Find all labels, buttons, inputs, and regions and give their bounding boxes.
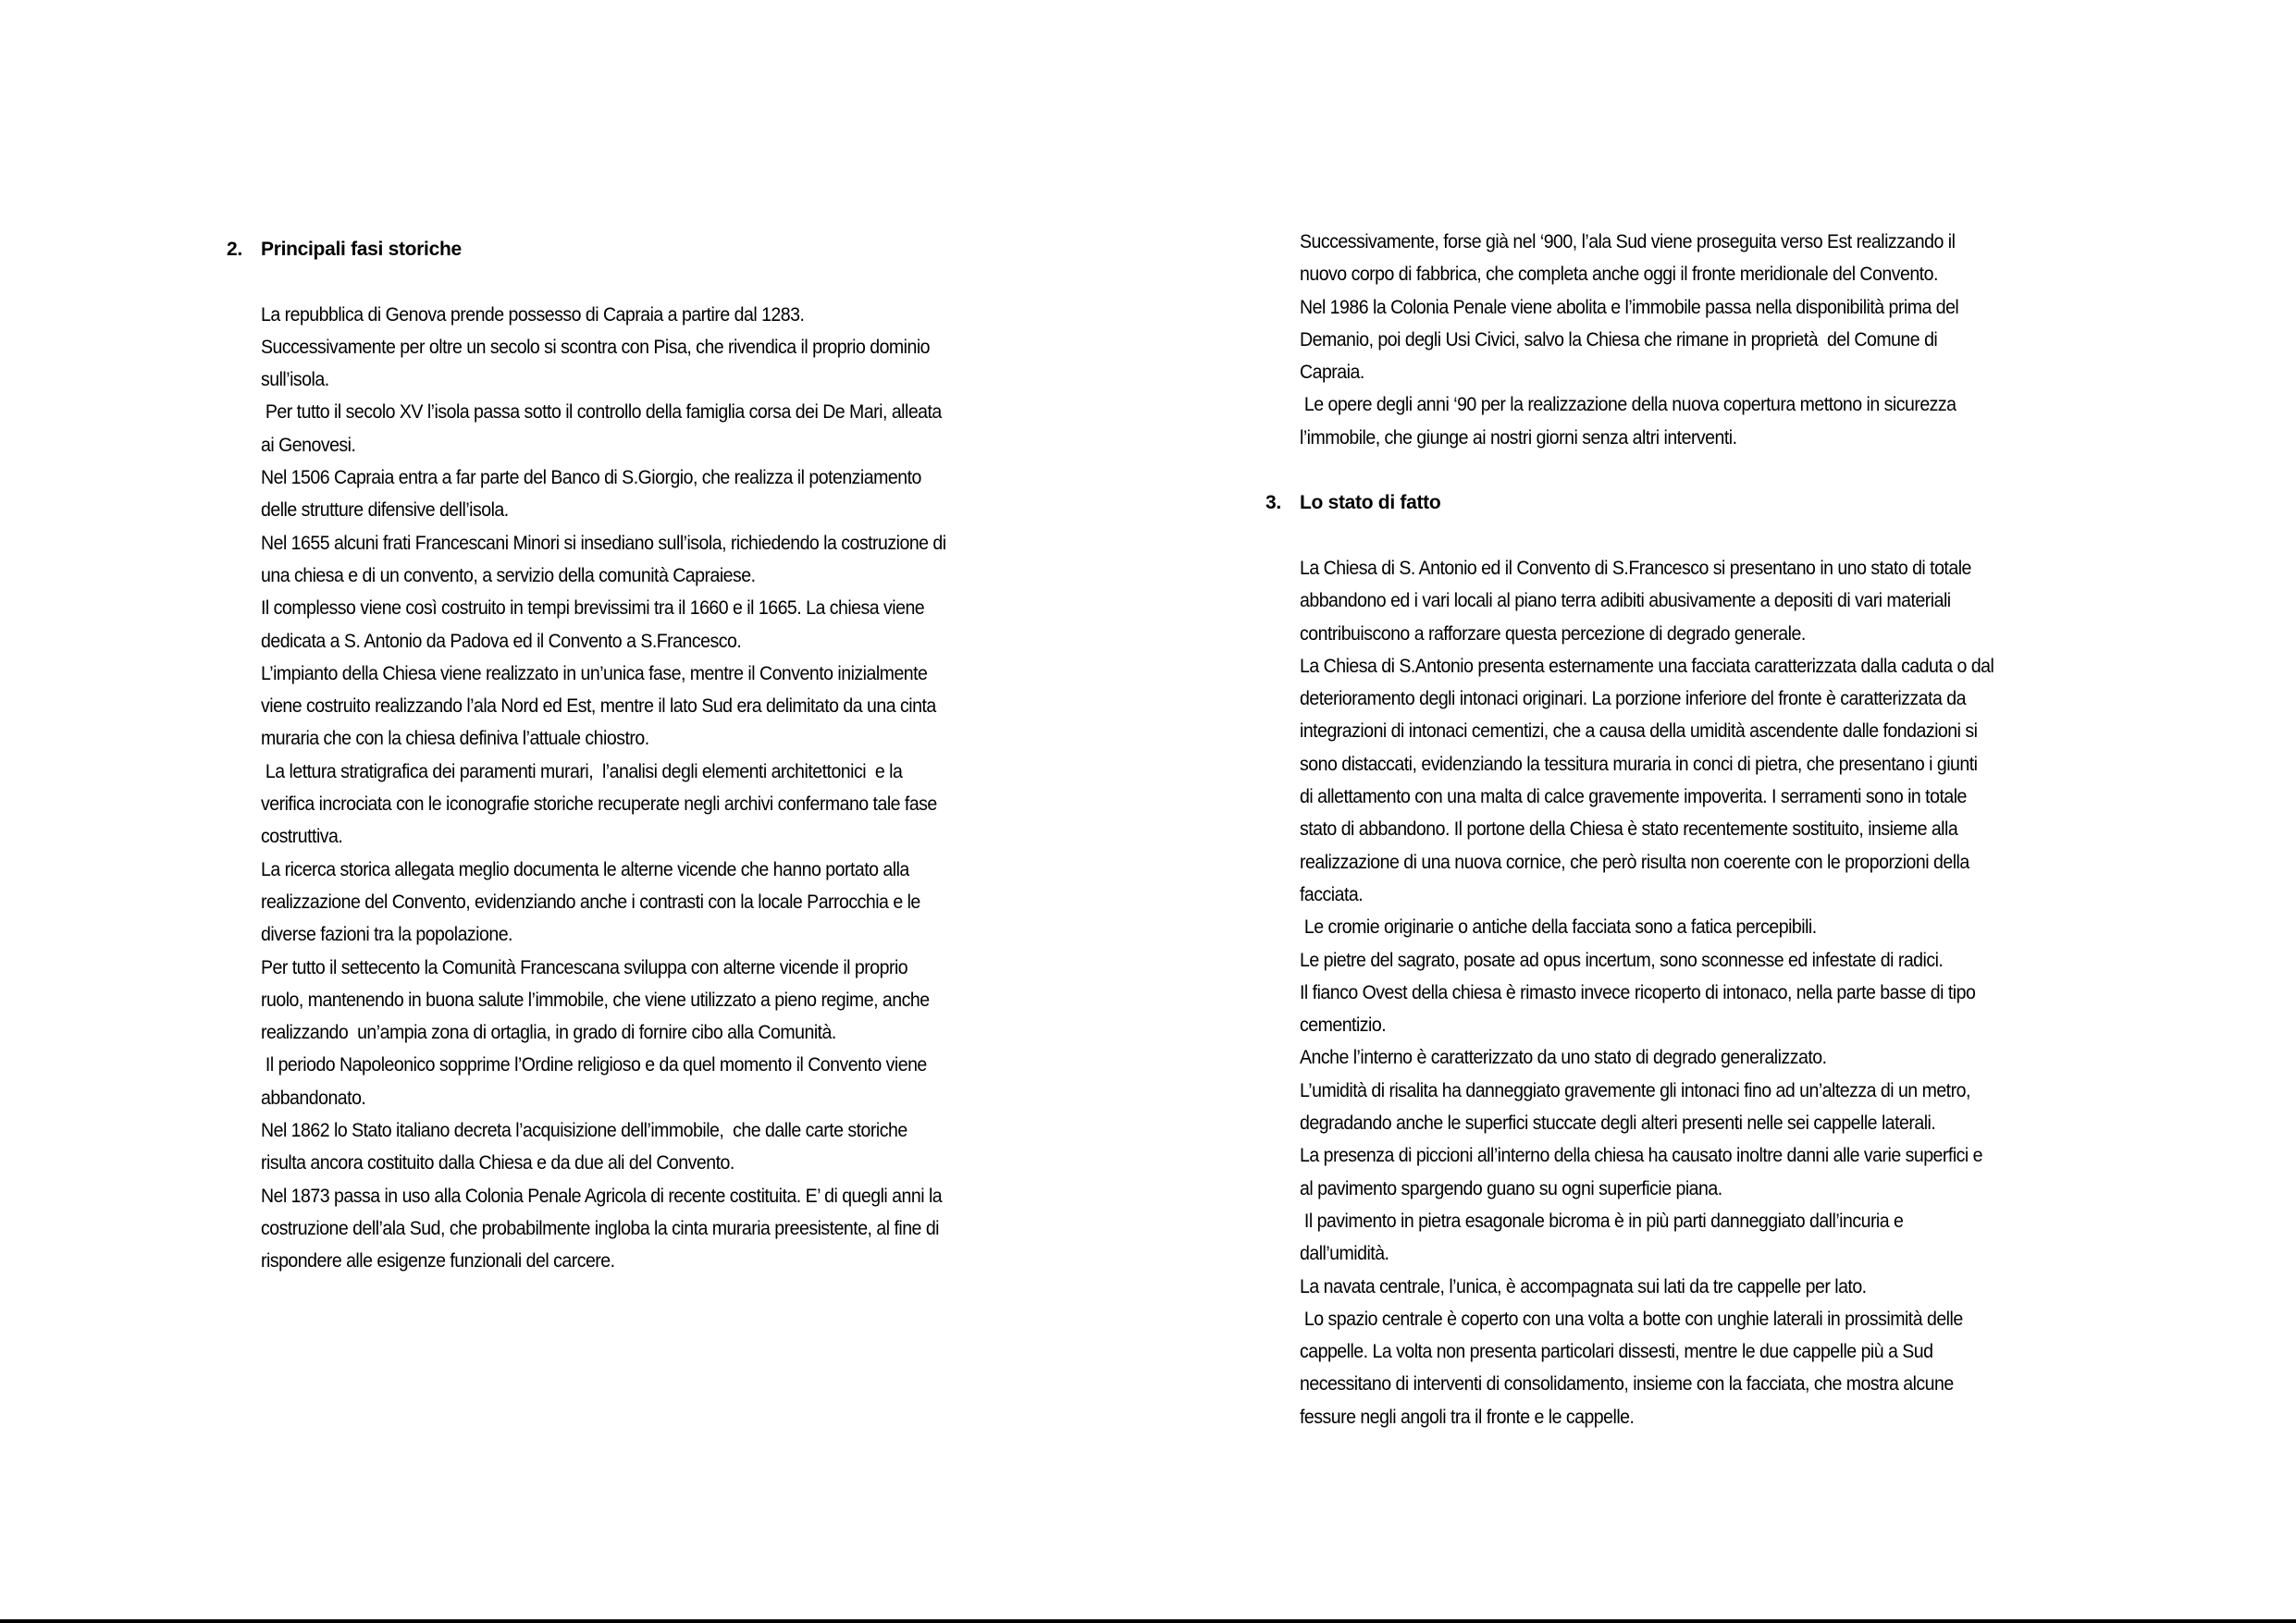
text-line: stato di abbandono. Il portone della Chiesa è stato recentemente sostituito, insieme alla [1300,818,1958,841]
text-line: Nel 1986 la Colonia Penale viene abolita e l’immobile passa nella disponibilità prima del [1300,296,1959,318]
text-line: Capraia. [1300,362,1364,384]
text-line: Nel 1873 passa in uso alla Colonia Penale Agricola di recente costituita. E’ di quegli anni la [261,1185,943,1207]
text-line: sono distaccati, evidenziando la tessitura muraria in conci di pietra, che presentano i giunti [1300,753,1978,775]
text-line: Per tutto il secolo XV l’isola passa sotto il controllo della famiglia corsa dei De Mari, alleata [261,401,942,424]
text-line: Lo spazio centrale è coperto con una volta a botte con unghie laterali in prossimità delle [1300,1308,1963,1330]
text-line: di allettamento con una malta di calce gravemente impoverita. I serramenti sono in totale [1300,786,1967,808]
text-line: Nel 1506 Capraia entra a far parte del Banco di S.Giorgio, che realizza il potenziamento [261,467,921,489]
text-line: realizzazione di una nuova cornice, che però risulta non coerente con le proporzioni della [1300,851,1969,873]
text-line: Successivamente, forse già nel ‘900, l’ala Sud viene proseguita verso Est realizzando il [1300,231,1956,252]
spacer [1265,454,2191,486]
text-line: La Chiesa di S. Antonio ed il Convento di S.Francesco si presentano in uno stato di totale [1300,557,1971,579]
text-line: cappelle. La volta non presenta particolari dissesti, mentre le due cappelle più a Sud [1300,1341,1933,1363]
text-line: Nel 1655 alcuni frati Francescani Minori si insediano sull’isola, richiedendo la costruzione di [261,532,946,554]
text-line: l’immobile, che giunge ai nostri giorni senza altri interventi. [1300,426,1737,449]
text-line: abbandonato. [261,1087,366,1109]
text-line: dall’umidità. [1300,1243,1389,1265]
left-column [227,233,1152,1278]
text-line: Le pietre del sagrato, posate ad opus incertum, sono sconnesse ed infestate di radici. [1300,949,1944,971]
text-line: verifica incrociata con le iconografie storiche recuperate negli archivi confermano tale fase [261,793,937,816]
text-line: integrazioni di intonaci cementizi, che a causa della umidità ascendente dalle fondazioni si [1300,720,1978,743]
text-line: deterioramento degli intonaci originari. La porzione inferiore del fronte è caratterizzata da [1300,688,1966,710]
text-line: La ricerca storica allegata meglio documenta le alterne vicende che hanno portato alla [261,858,909,880]
text-line: Il complesso viene così costruito in tempi brevissimi tra il 1660 e il 1665. La chiesa viene [261,597,925,620]
page-bottom-rule [0,1619,2296,1623]
section-2-title: Principali fasi storiche [261,239,462,260]
text-line: La Chiesa di S.Antonio presenta esternamente una facciata caratterizzata dalla caduta o dal [1300,655,1994,677]
text-line: degradando anche le superfici stuccate degli alteri presenti nelle sei cappelle laterali. [1300,1113,1936,1135]
text-line: Il periodo Napoleonico sopprime l’Ordine religioso e da quel momento il Convento viene [261,1054,927,1076]
text-line: abbandono ed i vari locali al piano terra adibiti abusivamente a depositi di vari materiali [1300,590,1951,612]
text-line: rispondere alle esigenze funzionali del carcere. [261,1250,615,1273]
text-line: una chiesa e di un convento, a servizio della comunità Capraiese. [261,564,756,586]
text-line: facciata. [1300,883,1364,905]
section-2-body [261,299,1152,1278]
text-line: costruzione dell’ala Sud, che probabilmente ingloba la cinta muraria preesistente, al fine di [261,1217,940,1239]
text-line: delle strutture difensive dell’isola. [261,499,509,522]
section-2-number: 2. [227,239,242,260]
text-line: muraria che con la chiesa definiva l’attuale chiostro. [261,728,649,750]
section-2-continuation [1300,226,2191,454]
text-line: contribuiscono a rafforzare questa percezione di degrado generale. [1300,622,1806,645]
text-line: realizzando un’ampia zona di ortaglia, in grado di fornire cibo alla Comunità. [261,1022,836,1044]
text-line: nuovo corpo di fabbrica, che completa anche oggi il fronte meridionale del Convento. [1300,264,1938,286]
text-line: fessure negli angoli tra il fronte e le cappelle. [1300,1406,1635,1428]
spacer [227,265,1152,298]
text-line: La repubblica di Genova prende possesso di Capraia a partire dal 1283. [261,303,805,326]
text-line: costruttiva. [261,826,343,848]
text-line: Le opere degli anni ‘90 per la realizzazione della nuova copertura mettono in sicurezza [1300,394,1957,416]
text-line: L’impianto della Chiesa viene realizzato in un’unica fase, mentre il Convento inizialmente [261,662,928,684]
text-line: al pavimento spargendo guano su ogni superficie piana. [1300,1177,1722,1199]
text-line: Nel 1862 lo Stato italiano decreta l’acquisizione dell’immobile, che dalle carte storiche [261,1120,907,1142]
section-3-number: 3. [1265,492,1281,514]
text-line: realizzazione del Convento, evidenziando anche i contrasti con la locale Parrocchia e le [261,891,920,913]
section-3-body [1300,552,2191,1433]
section-3-title: Lo stato di fatto [1300,492,1441,514]
text-line: Il pavimento in pietra esagonale bicroma è in più parti danneggiato dall’incuria e [1300,1210,1904,1232]
text-line: Per tutto il settecento la Comunità Francescana sviluppa con alterne vicende il proprio [261,956,908,978]
right-column [1265,226,2191,1433]
section-3-heading [1265,486,2191,519]
text-line: Demanio, poi degli Usi Civici, salvo la Chiesa che rimane in proprietà del Comune di [1300,328,1938,350]
text-line: L’umidità di risalita ha danneggiato gravemente gli intonaci fino ad un’altezza di un metro, [1300,1079,1970,1101]
text-line: Anche l’interno è caratterizzato da uno stato di degrado generalizzato. [1300,1047,1827,1069]
text-line: La presenza di piccioni all’interno della chiesa ha causato inoltre danni alle varie superfici e [1300,1145,1982,1167]
text-line: risulta ancora costituito dalla Chiesa e da due ali del Convento. [261,1152,734,1174]
text-line: ai Genovesi. [261,434,356,456]
text-line: La lettura stratigrafica dei paramenti murari, l’analisi degli elementi architettonici e la [261,760,903,782]
text-line: viene costruito realizzando l’ala Nord ed Est, mentre il lato Sud era delimitato da una cinta [261,695,936,718]
text-line: dedicata a S. Antonio da Padova ed il Convento a S.Francesco. [261,630,742,652]
text-line: sull’isola. [261,369,329,391]
spacer [1265,520,2191,552]
text-line: ruolo, mantenendo in buona salute l’immobile, che viene utilizzato a pieno regime, anche [261,989,930,1011]
section-2-heading [227,233,1152,265]
text-line: Le cromie originarie o antiche della facciata sono a fatica percepibili. [1300,916,1817,939]
text-line: Il fianco Ovest della chiesa è rimasto invece ricoperto di intonaco, nella parte basse di tipo [1300,981,1976,1003]
text-line: diverse fazioni tra la popolazione. [261,924,512,946]
text-line: necessitano di interventi di consolidamento, insieme con la facciata, che mostra alcune [1300,1373,1954,1396]
text-line: cementizio. [1300,1014,1387,1037]
text-line: Successivamente per oltre un secolo si scontra con Pisa, che rivendica il proprio dominio [261,336,931,358]
text-line: La navata centrale, l’unica, è accompagnata sui lati da tre cappelle per lato. [1300,1275,1867,1297]
